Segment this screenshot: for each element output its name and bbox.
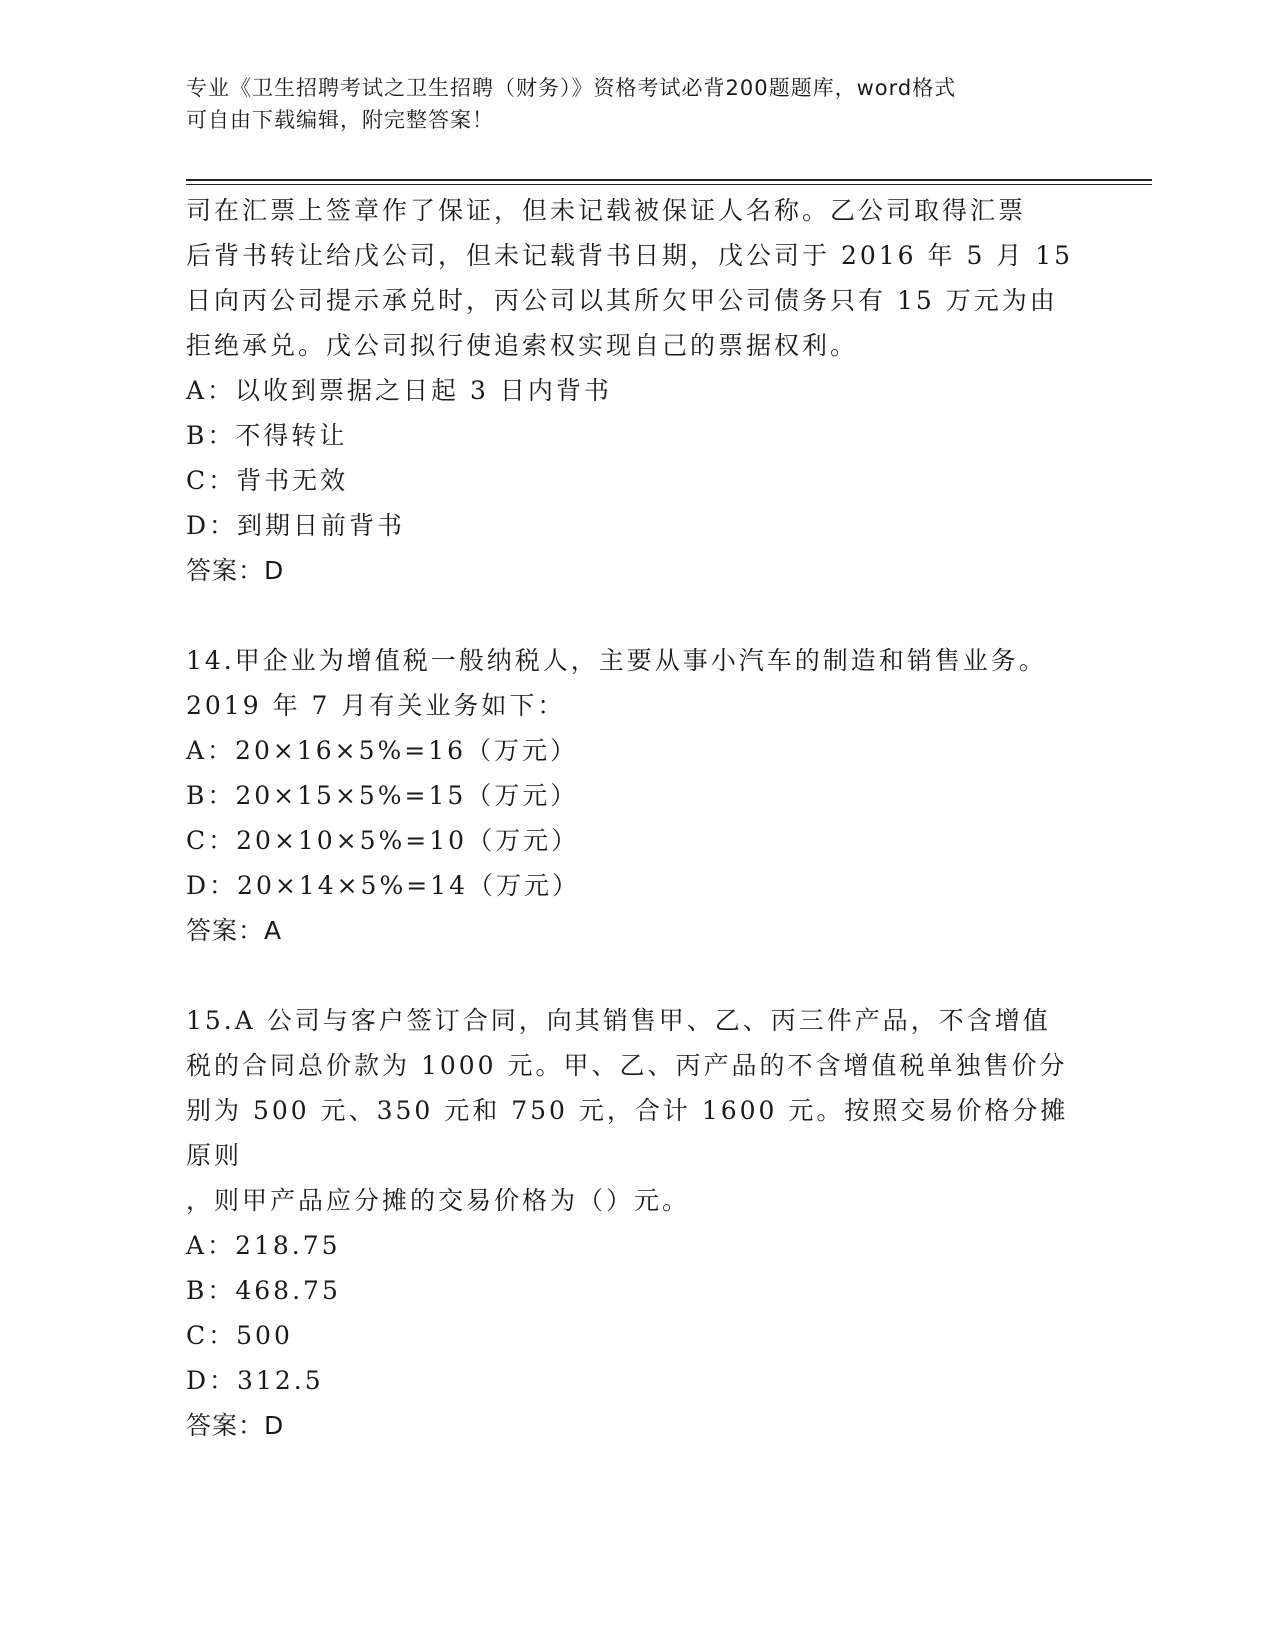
answer-line: 答案：D <box>186 556 285 585</box>
option-a: A：以收到票据之日起 3 日内背书 <box>186 376 612 405</box>
document-header <box>186 72 1066 136</box>
question-stem-line: 拒绝承兑。戊公司拟行使追索权实现自己的票据权利。 <box>186 331 859 360</box>
option-a: A：20×16×5%=16（万元） <box>186 736 578 765</box>
question-stem-line: 税的合同总价款为 1000 元。甲、乙、丙产品的不含增值税单独售价分 <box>186 1051 1068 1080</box>
document-body <box>186 188 1086 1448</box>
option-d: D：到期日前背书 <box>186 511 406 540</box>
question-stem-line: 2019 年 7 月有关业务如下： <box>186 691 566 720</box>
option-c: C：20×10×5%=10（万元） <box>186 826 580 855</box>
question-15 <box>186 998 1086 1448</box>
question-stem-line: ，则甲产品应分摊的交易价格为（）元。 <box>186 1186 691 1215</box>
spacer <box>186 953 1086 998</box>
option-a: A：218.75 <box>186 1231 341 1260</box>
option-b: B：468.75 <box>186 1276 341 1305</box>
question-13 <box>186 188 1086 593</box>
header-line-1: 专业《卫生招聘考试之卫生招聘（财务）》资格考试必背200题题库，word格式 <box>186 76 957 100</box>
answer-line: 答案：D <box>186 1411 285 1440</box>
header-rule-thin <box>186 184 1152 185</box>
option-c: C：500 <box>186 1321 293 1350</box>
option-b: B：不得转让 <box>186 421 348 450</box>
question-stem-line: 司在汇票上签章作了保证，但未记载被保证人名称。乙公司取得汇票 <box>186 196 1027 225</box>
header-rule-thick <box>186 179 1152 181</box>
option-b: B：20×15×5%=15（万元） <box>186 781 579 810</box>
header-line-2: 可自由下载编辑，附完整答案！ <box>186 108 494 132</box>
spacer <box>186 593 1086 638</box>
option-d: D：20×14×5%=14（万元） <box>186 871 580 900</box>
option-c: C：背书无效 <box>186 466 349 495</box>
question-stem-line: 后背书转让给戊公司，但未记载背书日期，戊公司于 2016 年 5 月 15 <box>186 241 1074 270</box>
answer-line: 答案：A <box>186 916 283 945</box>
option-d: D：312.5 <box>186 1366 324 1395</box>
question-14 <box>186 638 1086 953</box>
question-stem-line: 日向丙公司提示承兑时，丙公司以其所欠甲公司债务只有 15 万元为由 <box>186 286 1058 315</box>
question-stem-line: 15.A 公司与客户签订合同，向其销售甲、乙、丙三件产品，不含增值 <box>186 1006 1051 1035</box>
question-stem-line: 别为 500 元、350 元和 750 元，合计 1600 元。按照交易价格分摊原则 <box>186 1096 1069 1170</box>
question-stem-line: 14.甲企业为增值税一般纳税人，主要从事小汽车的制造和销售业务。 <box>186 646 1047 675</box>
